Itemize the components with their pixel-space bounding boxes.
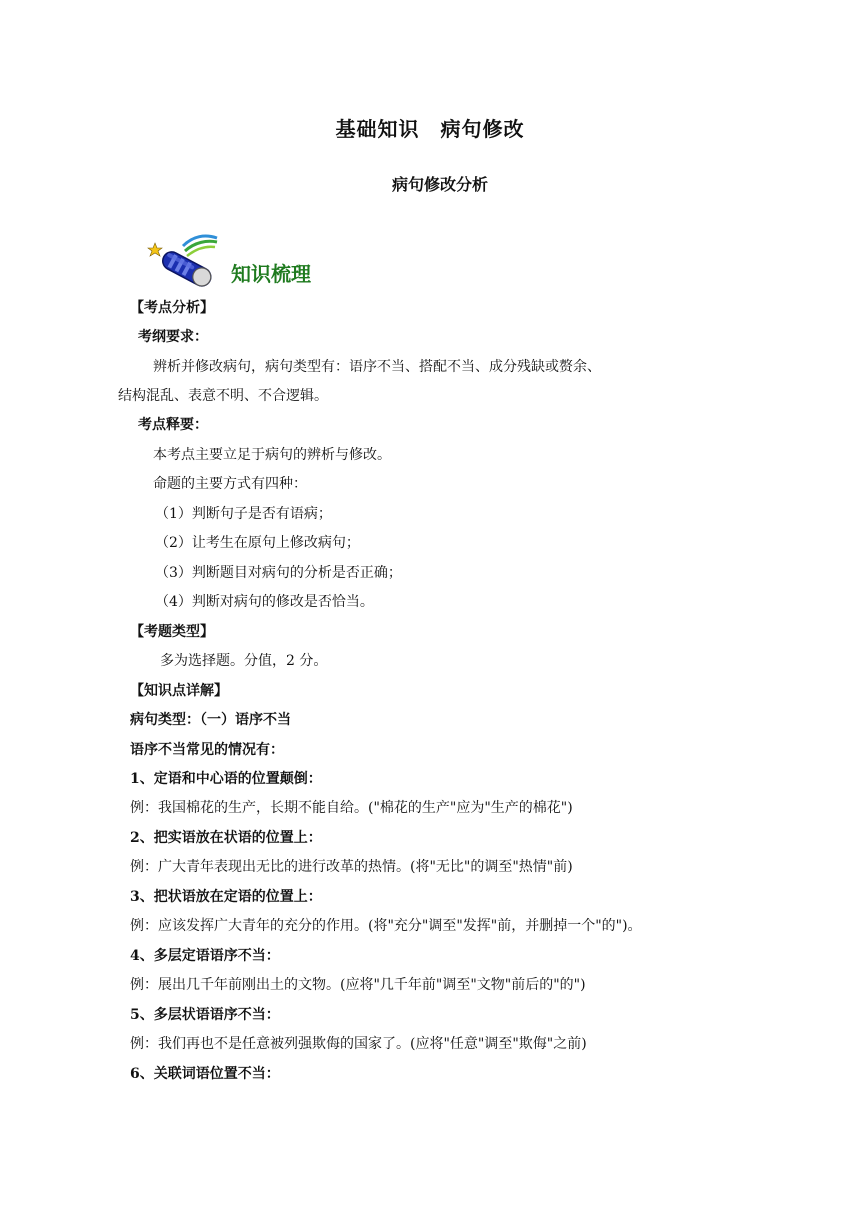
paragraph-line: 结构混乱、表意不明、不合逻辑。: [118, 388, 328, 404]
example-line-1: 例：我国棉花的生产，长期不能自给。("棉花的生产"应为"生产的棉花"): [130, 800, 573, 816]
paragraph-line: 命题的主要方式有四种：: [153, 476, 307, 492]
common-cases-heading: 语序不当常见的情况有：: [130, 742, 284, 758]
document-title: 基础知识 病句修改: [335, 117, 525, 141]
paragraph-line: 本考点主要立足于病句的辨析与修改。: [153, 447, 391, 463]
case-heading-6: 6、关联词语位置不当：: [130, 1066, 280, 1082]
sentence-type-heading: 病句类型：（一）语序不当: [130, 712, 291, 728]
question-type-heading: 【考题类型】: [130, 624, 214, 640]
section-banner-label: 知识梳理: [231, 262, 311, 286]
case-heading-2: 2、把实语放在状语的位置上：: [130, 830, 322, 846]
section-banner: [145, 232, 345, 292]
list-item: （2）让考生在原句上修改病句；: [155, 535, 360, 551]
paragraph-line: 辨析并修改病句，病句类型有：语序不当、搭配不当、成分残缺或赘余、: [153, 359, 601, 375]
paragraph-line: 多为选择题。分值，2 分。: [160, 653, 328, 669]
case-heading-1: 1、定语和中心语的位置颠倒：: [130, 771, 322, 787]
exam-point-explanation-heading: 考点释要：: [138, 417, 208, 433]
list-item: （3）判断题目对病句的分析是否正确；: [155, 565, 402, 581]
case-heading-5: 5、多层状语语序不当：: [130, 1007, 280, 1023]
example-line-4: 例：展出几千年前刚出土的文物。(应将"几千年前"调至"文物"前后的"的"): [130, 977, 586, 993]
document-subtitle: 病句修改分析: [391, 175, 488, 194]
list-item: （4）判断对病句的修改是否恰当。: [155, 594, 374, 610]
case-heading-4: 4、多层定语语序不当：: [130, 948, 280, 964]
syllabus-requirement-heading: 考纲要求：: [138, 329, 208, 345]
example-line-3: 例：应该发挥广大青年的充分的作用。(将"充分"调至"发挥"前，并删掉一个"的")。: [130, 918, 642, 934]
knowledge-detail-heading: 【知识点详解】: [130, 683, 228, 699]
case-heading-3: 3、把状语放在定语的位置上：: [130, 889, 322, 905]
example-line-2: 例：广大青年表现出无比的进行改革的热情。(将"无比"的调至"热情"前): [130, 859, 573, 875]
exam-analysis-heading: 【考点分析】: [130, 300, 214, 316]
list-item: （1）判断句子是否有语病；: [155, 506, 332, 522]
pen-icon: [145, 232, 225, 292]
example-line-5: 例：我们再也不是任意被列强欺侮的国家了。(应将"任意"调至"欺侮"之前): [130, 1036, 587, 1052]
